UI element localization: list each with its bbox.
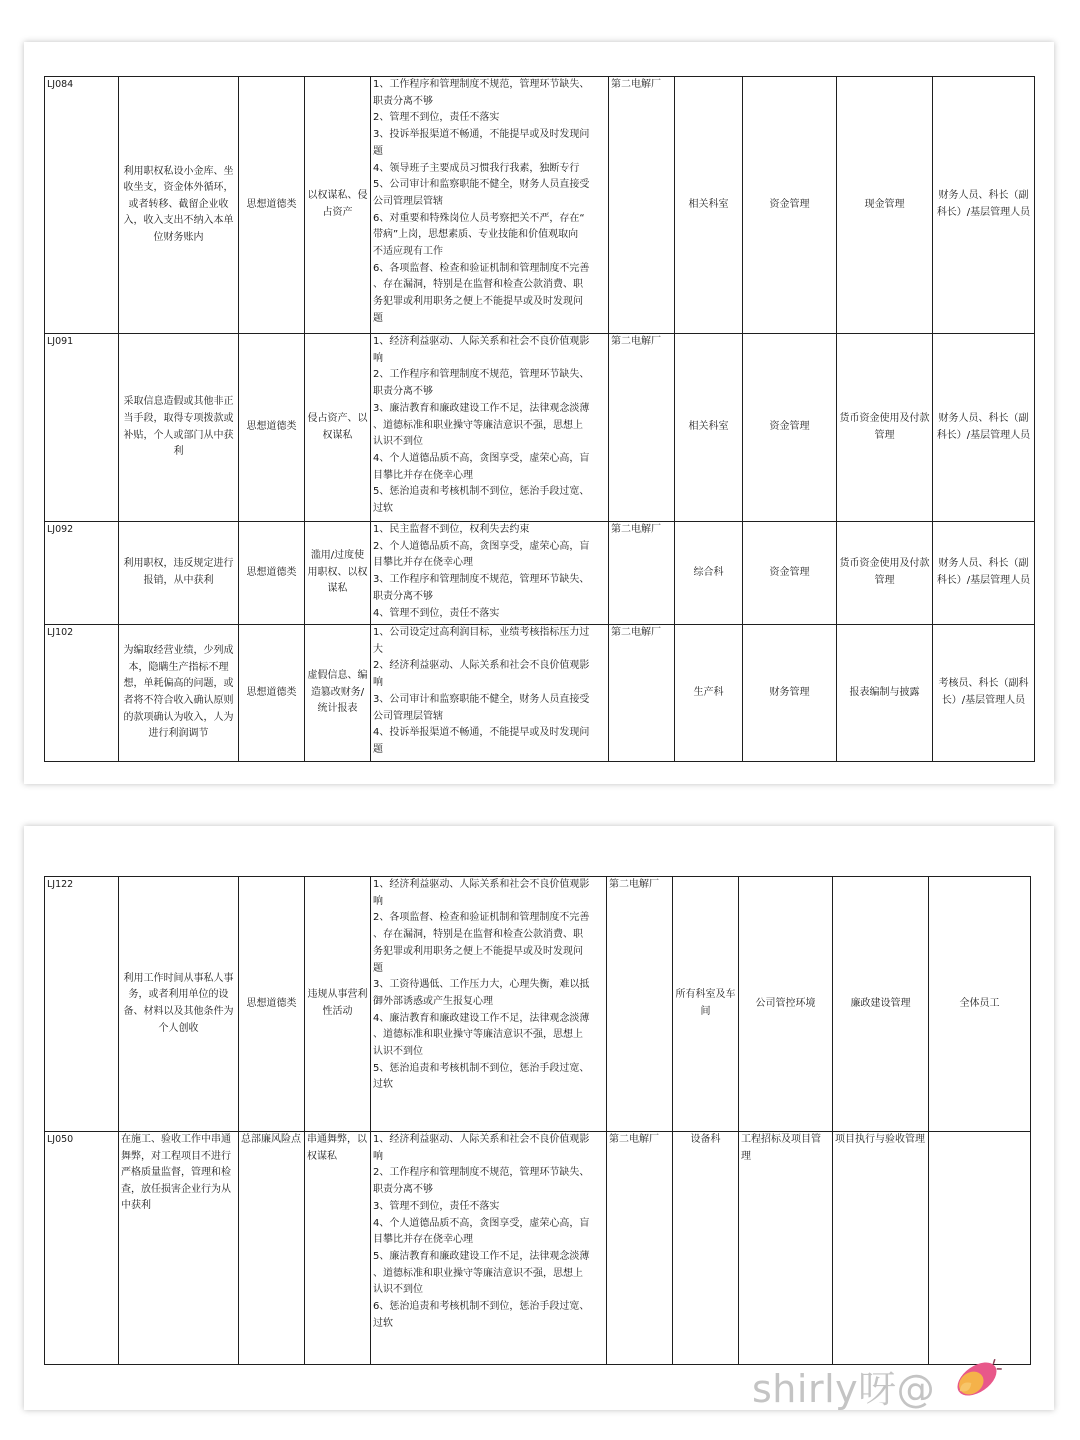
cause-line: 认识不到位 — [373, 1046, 423, 1058]
cause-line: 3、投诉举报渠道不畅通，不能提早或及时发现问 — [373, 129, 590, 141]
risk-positions: 财务人员、科长（副科长）/基层管理人员 — [933, 334, 1035, 522]
cause-line: 带病”上岗，思想素质、专业技能和价值观取向 — [373, 229, 579, 241]
risk-description: 在施工、验收工作中串通舞弊，对工程项目不进行严格质量监督，管理和检查，放任损害企业行为从中获利 — [119, 1132, 239, 1365]
cause-line: 务犯罪或利用职务之便上不能提早或及时发现问 — [373, 296, 583, 308]
cause-line: 1、公司设定过高利润目标，业绩考核指标压力过 — [373, 627, 590, 638]
risk-unit: 第二电解厂 — [607, 1132, 673, 1365]
cause-line: 2、管理不到位，责任不落实 — [373, 112, 500, 124]
document-page-1 — [24, 42, 1054, 784]
cause-line: 6、各项监督、检查和验证机制和管理制度不完善 — [373, 262, 590, 274]
risk-domain: 工程招标及项目管理 — [739, 1132, 833, 1365]
risk-unit: 第二电解厂 — [609, 625, 675, 762]
cause-line: 4、领导班子主要成员习惯我行我素，独断专行 — [373, 162, 580, 174]
cause-line: 、道德标准和职业操守等廉洁意识不强，思想上 — [373, 1029, 583, 1041]
risk-causes — [371, 522, 609, 625]
risk-positions: 考核员、科长（副科长）/基层管理人员 — [933, 625, 1035, 762]
cause-line: 、道德标准和职业操守等廉洁意识不强，思想上 — [373, 1267, 583, 1279]
cause-line: 过软 — [373, 1317, 393, 1329]
risk-category: 思想道德类 — [239, 877, 305, 1132]
cause-line: 公司管理层管辖 — [373, 710, 443, 722]
risk-unit: 第二电解厂 — [609, 334, 675, 522]
cause-line: 过软 — [373, 503, 393, 515]
cause-line: 职责分离不够 — [373, 1184, 433, 1196]
risk-positions: 财务人员、科长（副科长）/基层管理人员 — [933, 522, 1035, 625]
cause-line: 3、管理不到位，责任不落实 — [373, 1200, 500, 1212]
risk-process: 项目执行与验收管理 — [833, 1132, 929, 1365]
risk-type: 以权谋私、侵占资产 — [305, 77, 371, 334]
cause-line: 3、公司审计和监察职能不健全，财务人员直接受 — [373, 693, 590, 705]
risk-positions — [929, 1132, 1031, 1365]
risk-description: 利用职权私设小金库、坐收坐支，资金体外循环，或者转移、截留企业收入，收入支出不纳入本单位财务账内 — [119, 77, 239, 334]
risk-type: 侵占资产、以权谋私 — [305, 334, 371, 522]
risk-domain: 资金管理 — [743, 334, 837, 522]
risk-causes — [371, 625, 609, 762]
cause-line: 响 — [373, 895, 383, 907]
risk-domain: 公司管控环境 — [739, 877, 833, 1132]
cause-line: 1、经济利益驱动、人际关系和社会不良价值观影 — [373, 1134, 590, 1145]
risk-description: 利用职权，违反规定进行报销，从中获利 — [119, 522, 239, 625]
risk-causes — [371, 77, 609, 334]
document-page-2 — [24, 826, 1054, 1410]
cause-line: 过软 — [373, 1079, 393, 1091]
cause-line: 4、个人道德品质不高，贪图享受，虚荣心高，盲 — [373, 452, 590, 464]
cause-line: 认识不到位 — [373, 436, 423, 448]
cause-line: 务犯罪或利用职务之便上不能提早或及时发现问 — [373, 945, 583, 957]
risk-domain: 财务管理 — [743, 625, 837, 762]
cause-line: 3、廉洁教育和廉政建设工作不足，法律观念淡薄 — [373, 402, 590, 414]
cause-line: 认识不到位 — [373, 1284, 423, 1296]
cause-line: 5、惩治追责和考核机制不到位，惩治手段过宽、 — [373, 1062, 590, 1074]
risk-department: 综合科 — [675, 522, 743, 625]
sweet-potato-icon — [950, 1352, 1004, 1406]
cause-line: 响 — [373, 352, 383, 364]
cause-line: 2、工作程序和管理制度不规范，管理环节缺失、 — [373, 1167, 590, 1179]
risk-causes — [371, 877, 607, 1132]
cause-line: 4、投诉举报渠道不畅通，不能提早或及时发现问 — [373, 727, 590, 739]
risk-description: 利用工作时间从事私人事务，或者利用单位的设备、材料以及其他条件为个人创收 — [119, 877, 239, 1132]
cause-line: 大 — [373, 643, 383, 655]
risk-unit: 第二电解厂 — [607, 877, 673, 1132]
cause-line: 目攀比并存在侥幸心理 — [373, 557, 473, 569]
risk-category: 总部廉风险点 — [239, 1132, 305, 1365]
risk-process: 报表编制与披露 — [837, 625, 933, 762]
table-row — [45, 522, 1035, 625]
cause-line: 6、惩治追责和考核机制不到位，惩治手段过宽、 — [373, 1301, 590, 1313]
risk-type: 串通舞弊，以权谋私 — [305, 1132, 371, 1365]
cause-line: 4、管理不到位，责任不落实 — [373, 607, 500, 619]
risk-type: 虚假信息、编造篡改财务/统计报表 — [305, 625, 371, 762]
cause-line: 、存在漏洞，特别是在监督和检查公款消费、职 — [373, 279, 583, 291]
risk-process: 货币资金使用及付款管理 — [837, 334, 933, 522]
cause-line: 目攀比并存在侥幸心理 — [373, 1234, 473, 1246]
cause-line: 不适应现有工作 — [373, 246, 443, 258]
table-row — [45, 877, 1031, 1132]
risk-description: 为编取经营业绩，少列成本，隐瞒生产指标不理想，单耗偏高的问题，或者将不符合收入确认原则的款项确认为收入，人为进行利润调节 — [119, 625, 239, 762]
risk-unit: 第二电解厂 — [609, 522, 675, 625]
risk-code: LJ084 — [45, 77, 119, 334]
table-row — [45, 334, 1035, 522]
risk-type: 滥用/过度使用职权、以权谋私 — [305, 522, 371, 625]
cause-line: 、道德标准和职业操守等廉洁意识不强，思想上 — [373, 419, 583, 431]
cause-line: 1、经济利益驱动、人际关系和社会不良价值观影 — [373, 879, 590, 890]
table-row — [45, 625, 1035, 762]
risk-category: 思想道德类 — [239, 77, 305, 334]
risk-positions: 财务人员、科长（副科长）/基层管理人员 — [933, 77, 1035, 334]
cause-line: 4、廉洁教育和廉政建设工作不足，法律观念淡薄 — [373, 1012, 590, 1024]
risk-table-page-1 — [44, 76, 1035, 762]
cause-line: 2、工作程序和管理制度不规范，管理环节缺失、 — [373, 369, 590, 381]
cause-line: 题 — [373, 312, 383, 324]
risk-process: 廉政建设管理 — [833, 877, 929, 1132]
risk-department: 相关科室 — [675, 334, 743, 522]
risk-code: LJ122 — [45, 877, 119, 1132]
cause-line: 职责分离不够 — [373, 95, 433, 107]
risk-domain: 资金管理 — [743, 77, 837, 334]
risk-category: 思想道德类 — [239, 334, 305, 522]
risk-code: LJ092 — [45, 522, 119, 625]
cause-line: 2、经济利益驱动、人际关系和社会不良价值观影 — [373, 660, 590, 672]
table-row — [45, 1132, 1031, 1365]
cause-line: 1、工作程序和管理制度不规范，管理环节缺失、 — [373, 79, 590, 90]
cause-line: 公司管理层管辖 — [373, 195, 443, 207]
risk-unit: 第二电解厂 — [609, 77, 675, 334]
risk-type: 违规从事营利性活动 — [305, 877, 371, 1132]
cause-line: 职责分离不够 — [373, 386, 433, 398]
risk-department: 生产科 — [675, 625, 743, 762]
cause-line: 响 — [373, 1150, 383, 1162]
cause-line: 2、个人道德品质不高，贪图享受，虚荣心高，盲 — [373, 540, 590, 552]
cause-line: 御外部诱惑或产生报复心理 — [373, 995, 493, 1007]
risk-domain: 资金管理 — [743, 522, 837, 625]
risk-department: 相关科室 — [675, 77, 743, 334]
risk-positions: 全体员工 — [929, 877, 1031, 1132]
risk-process: 现金管理 — [837, 77, 933, 334]
risk-code: LJ050 — [45, 1132, 119, 1365]
risk-process: 货币资金使用及付款管理 — [837, 522, 933, 625]
cause-line: 2、各项监督、检查和验证机制和管理制度不完善 — [373, 912, 590, 924]
cause-line: 3、工资待遇低、工作压力大，心理失衡，难以抵 — [373, 979, 590, 991]
risk-causes — [371, 1132, 607, 1365]
risk-department: 设备科 — [673, 1132, 739, 1365]
watermark-text: shirly呀@ — [752, 1367, 936, 1411]
risk-code: LJ091 — [45, 334, 119, 522]
cause-line: 3、工作程序和管理制度不规范，管理环节缺失、 — [373, 574, 590, 586]
cause-line: 1、民主监督不到位，权利失去约束 — [373, 524, 530, 535]
cause-line: 题 — [373, 962, 383, 974]
cause-line: 5、惩治追责和考核机制不到位，惩治手段过宽、 — [373, 486, 590, 498]
risk-category: 思想道德类 — [239, 625, 305, 762]
cause-line: 、存在漏洞，特别是在监督和检查公款消费、职 — [373, 929, 583, 941]
risk-department: 所有科室及车间 — [673, 877, 739, 1132]
cause-line: 题 — [373, 145, 383, 157]
risk-code: LJ102 — [45, 625, 119, 762]
cause-line: 1、经济利益驱动、人际关系和社会不良价值观影 — [373, 336, 590, 347]
risk-category: 思想道德类 — [239, 522, 305, 625]
table-row — [45, 77, 1035, 334]
risk-table-page-2 — [44, 876, 1031, 1365]
risk-causes — [371, 334, 609, 522]
cause-line: 5、公司审计和监察职能不健全，财务人员直接受 — [373, 179, 590, 191]
cause-line: 职责分离不够 — [373, 590, 433, 602]
cause-line: 响 — [373, 677, 383, 689]
risk-description: 采取信息造假或其他非正当手段，取得专项拨款或补贴，个人或部门从中获利 — [119, 334, 239, 522]
cause-line: 4、个人道德品质不高，贪图享受，虚荣心高，盲 — [373, 1217, 590, 1229]
cause-line: 5、廉洁教育和廉政建设工作不足，法律观念淡薄 — [373, 1250, 590, 1262]
cause-line: 目攀比并存在侥幸心理 — [373, 469, 473, 481]
cause-line: 6、对重要和特殊岗位人员考察把关不严，存在“ — [373, 212, 585, 224]
cause-line: 题 — [373, 743, 383, 755]
